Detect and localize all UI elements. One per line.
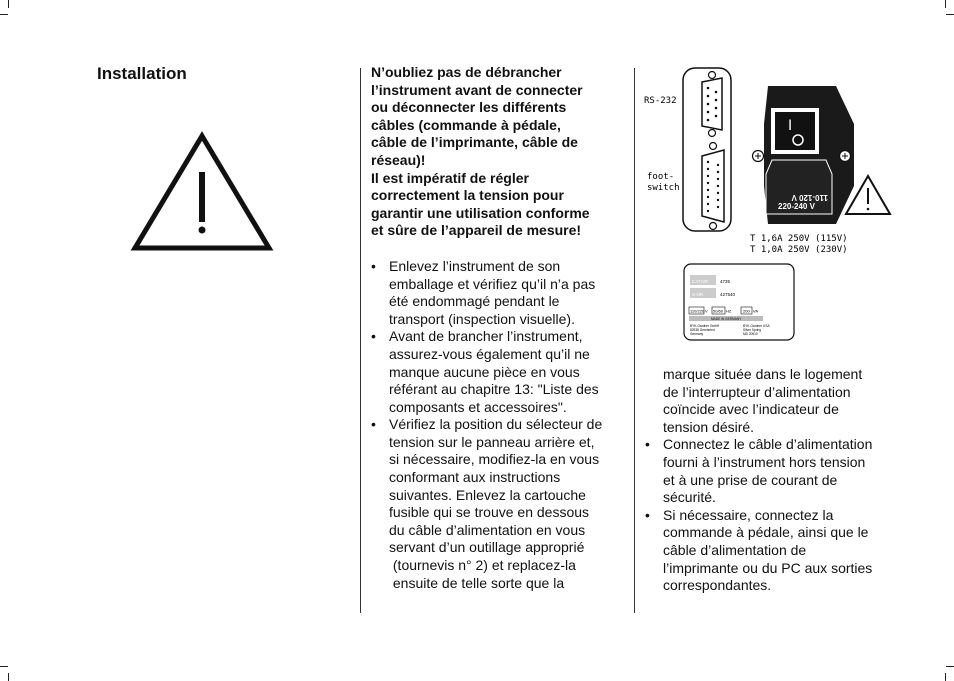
label-text: 4735 bbox=[720, 279, 731, 284]
list-item bbox=[371, 416, 633, 592]
list-line: commande à pédale, ainsi que le bbox=[663, 524, 869, 541]
list-line: emballage et vérifiez qu’il n’a pas bbox=[389, 275, 596, 292]
list-line: coïncide avec l’indicateur de bbox=[663, 401, 839, 418]
voltage-110: 110-120 V bbox=[791, 193, 828, 202]
list-line: (tournevis n° 2) et replacez-la bbox=[389, 557, 576, 574]
footswitch-label: foot- bbox=[647, 172, 675, 182]
column-divider bbox=[634, 68, 635, 613]
rs232-port bbox=[702, 78, 722, 130]
list-line: si nécessaire, modifiez-la en vous bbox=[389, 451, 600, 468]
list-line: conformant aux instructions bbox=[389, 469, 561, 486]
list-line: de l’interrupteur d’alimentation bbox=[663, 383, 851, 400]
label-text: Silver Spring bbox=[743, 328, 762, 332]
right-column bbox=[645, 366, 895, 595]
list-line: manque aucune pièce en vous bbox=[389, 363, 580, 380]
instruction-list bbox=[645, 436, 895, 594]
screw-icon bbox=[710, 223, 717, 230]
footswitch-label: switch bbox=[647, 183, 680, 193]
list-line: • Avant de brancher l’instrument, bbox=[389, 328, 583, 345]
fuse-rating: T 1,0A 250V (230V) bbox=[750, 245, 848, 255]
safety-warning bbox=[371, 64, 633, 240]
label-text: BYK-Gardner USA bbox=[743, 324, 770, 328]
list-line: et à une prise de courant de bbox=[663, 471, 838, 488]
label-text: S-NR. bbox=[692, 292, 705, 297]
list-item bbox=[371, 258, 633, 328]
voltage-220: 220-240 V bbox=[778, 202, 815, 211]
list-line: assurez-vous également qu’il ne bbox=[389, 345, 590, 362]
crop-mark bbox=[8, 0, 9, 8]
label-text: BYK-Gardner GmbH bbox=[690, 324, 720, 328]
list-line: du câble d’alimentation en vous bbox=[389, 521, 586, 538]
middle-column bbox=[371, 64, 633, 592]
warning-line: et sûre de l’appareil de mesure! bbox=[371, 222, 582, 239]
warning-line: N’oubliez pas de débrancher bbox=[371, 64, 562, 80]
warning-line: réseau)! bbox=[371, 151, 426, 168]
crop-mark bbox=[945, 0, 946, 8]
warning-line: garantir une utilisation conforme bbox=[371, 204, 590, 221]
list-line: ensuite de telle sorte que la bbox=[389, 574, 565, 591]
label-text: Germany bbox=[690, 332, 704, 336]
warning-line: câbles (commande à pédale, bbox=[371, 116, 561, 133]
list-line: • Si nécessaire, connectez la bbox=[663, 506, 834, 523]
list-item-continuation bbox=[645, 366, 895, 436]
warning-line: Il est impératif de régler bbox=[371, 169, 529, 186]
list-line: correspondantes. bbox=[663, 577, 772, 594]
list-line: référant au chapitre 13: "Liste des bbox=[389, 381, 599, 398]
label-text: MD 20910 bbox=[743, 332, 758, 336]
switch-on-icon: I bbox=[788, 118, 793, 134]
rs232-label: RS-232 bbox=[644, 96, 677, 106]
warning-line: l’instrument avant de connecter bbox=[371, 81, 583, 98]
column-divider bbox=[360, 68, 361, 613]
list-line: servant d’un outillage approprié bbox=[389, 539, 585, 556]
label-text: VA bbox=[753, 308, 759, 314]
list-line: été endommagé pendant le bbox=[389, 293, 560, 310]
warning-line: câble de l’imprimante, câble de bbox=[371, 134, 578, 151]
screw-icon bbox=[709, 130, 716, 137]
label-text: HZ bbox=[726, 308, 732, 314]
list-line: l’imprimante ou du PC aux sorties bbox=[663, 559, 873, 576]
list-line: marque située dans le logement bbox=[663, 366, 863, 382]
list-line: composants et accessoires". bbox=[389, 398, 567, 415]
list-line: câble d’alimentation de bbox=[663, 541, 807, 558]
warning-line: ou déconnecter les différents bbox=[371, 99, 567, 116]
screw-icon bbox=[710, 143, 717, 150]
label-text: 50/60 bbox=[713, 308, 724, 314]
warning-icon bbox=[130, 130, 274, 252]
fuse-rating: T 1,6A 250V (115V) bbox=[750, 234, 848, 244]
list-item bbox=[371, 328, 633, 416]
label-text: 110/220 bbox=[690, 308, 705, 314]
label-text: V bbox=[705, 308, 708, 314]
label-text: 82538 Geretsried bbox=[690, 328, 715, 332]
rating-plate bbox=[683, 263, 795, 341]
crop-mark bbox=[946, 14, 954, 15]
label-text: CAT.NR. bbox=[692, 279, 710, 284]
list-item bbox=[645, 436, 895, 506]
label-text: 200 bbox=[743, 308, 750, 314]
list-line: tension sur le panneau arrière et, bbox=[389, 433, 595, 450]
crop-mark bbox=[946, 666, 954, 667]
warning-line: correctement la tension pour bbox=[371, 187, 564, 204]
list-line: • Connectez le câble d’alimentation bbox=[663, 436, 873, 453]
list-line: fourni à l’instrument hors tension bbox=[663, 453, 866, 470]
list-line: fusible qui se trouve en dessous bbox=[389, 504, 590, 521]
list-line: • Vérifiez la position du sélecteur de bbox=[389, 416, 603, 433]
list-item bbox=[645, 507, 895, 595]
list-line: sécurité. bbox=[663, 489, 716, 506]
label-text: 427540 bbox=[720, 292, 736, 297]
crop-mark bbox=[0, 666, 8, 667]
crop-mark bbox=[8, 673, 9, 681]
footswitch-port bbox=[702, 150, 724, 222]
screw-icon bbox=[709, 72, 716, 79]
list-line: suivantes. Enlevez la cartouche bbox=[389, 486, 586, 503]
label-text: MADE IN GERMANY bbox=[711, 317, 742, 321]
list-line: tension désiré. bbox=[663, 418, 755, 435]
section-title: Installation bbox=[97, 64, 187, 83]
instruction-list bbox=[371, 258, 633, 592]
list-line: transport (inspection visuelle). bbox=[389, 310, 575, 327]
crop-mark bbox=[945, 673, 946, 681]
rear-panel-diagram bbox=[640, 64, 900, 264]
crop-mark bbox=[0, 14, 8, 15]
list-line: • Enlevez l’instrument de son bbox=[389, 257, 561, 274]
